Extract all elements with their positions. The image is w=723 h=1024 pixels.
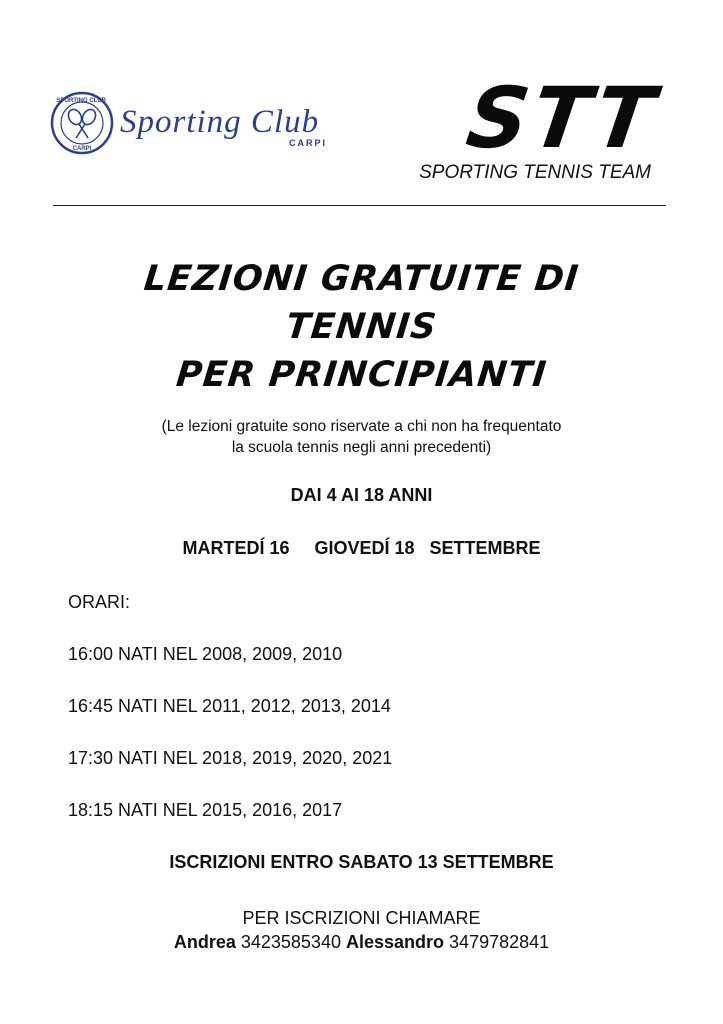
registration-deadline: ISCRIZIONI ENTRO SABATO 13 SETTEMBRE	[169, 852, 554, 872]
sporting-club-logo	[50, 90, 360, 160]
contact-name-1: Andrea	[173, 932, 236, 952]
contact-info	[0, 906, 723, 954]
schedule-slot: 17:30 NATI NEL 2018, 2019, 2020, 2021	[68, 748, 393, 768]
note-line-2: la scuola tennis negli anni precedenti)	[231, 439, 492, 456]
contact-name-2: Alessandro	[345, 932, 445, 952]
stt-mark: STT	[461, 69, 664, 167]
age-range: DAI 4 AI 18 ANNI	[290, 485, 433, 505]
stt-logo	[405, 69, 665, 184]
title-line-2: TENNIS	[284, 307, 439, 347]
eligibility-note	[0, 416, 723, 458]
schedule-slot: 16:45 NATI NEL 2011, 2012, 2013, 2014	[68, 696, 391, 716]
club-city: CARPI	[288, 138, 328, 148]
crossed-rackets-icon	[66, 107, 98, 138]
contact-phones	[0, 930, 723, 954]
seal-text-top: SPORTING CLUB	[56, 98, 106, 104]
lesson-dates: MARTEDÍ 16 GIOVEDÍ 18 SETTEMBRE	[182, 538, 541, 558]
contact-phone-2: 3479782841	[449, 932, 550, 952]
schedule-slot: 16:00 NATI NEL 2008, 2009, 2010	[68, 644, 343, 664]
contact-phone-1: 3423585340	[240, 932, 341, 952]
title-line-1: LEZIONI GRATUITE DI	[142, 259, 581, 299]
title-line-3: PER PRINCIPIANTI	[174, 355, 549, 395]
contact-heading: PER ISCRIZIONI CHIAMARE	[242, 908, 481, 928]
header-divider	[53, 205, 666, 206]
page-title	[0, 255, 723, 399]
schedule	[68, 592, 392, 852]
team-name: SPORTING TENNIS TEAM	[419, 162, 651, 183]
seal-text-bottom: CARPI	[72, 146, 92, 152]
schedule-label: ORARI:	[68, 592, 131, 612]
club-name: Sporting Club	[120, 104, 320, 140]
note-line-1: (Le lezioni gratuite sono riservate a chi non ha frequentato	[161, 418, 562, 435]
schedule-slot: 18:15 NATI NEL 2015, 2016, 2017	[68, 800, 343, 820]
